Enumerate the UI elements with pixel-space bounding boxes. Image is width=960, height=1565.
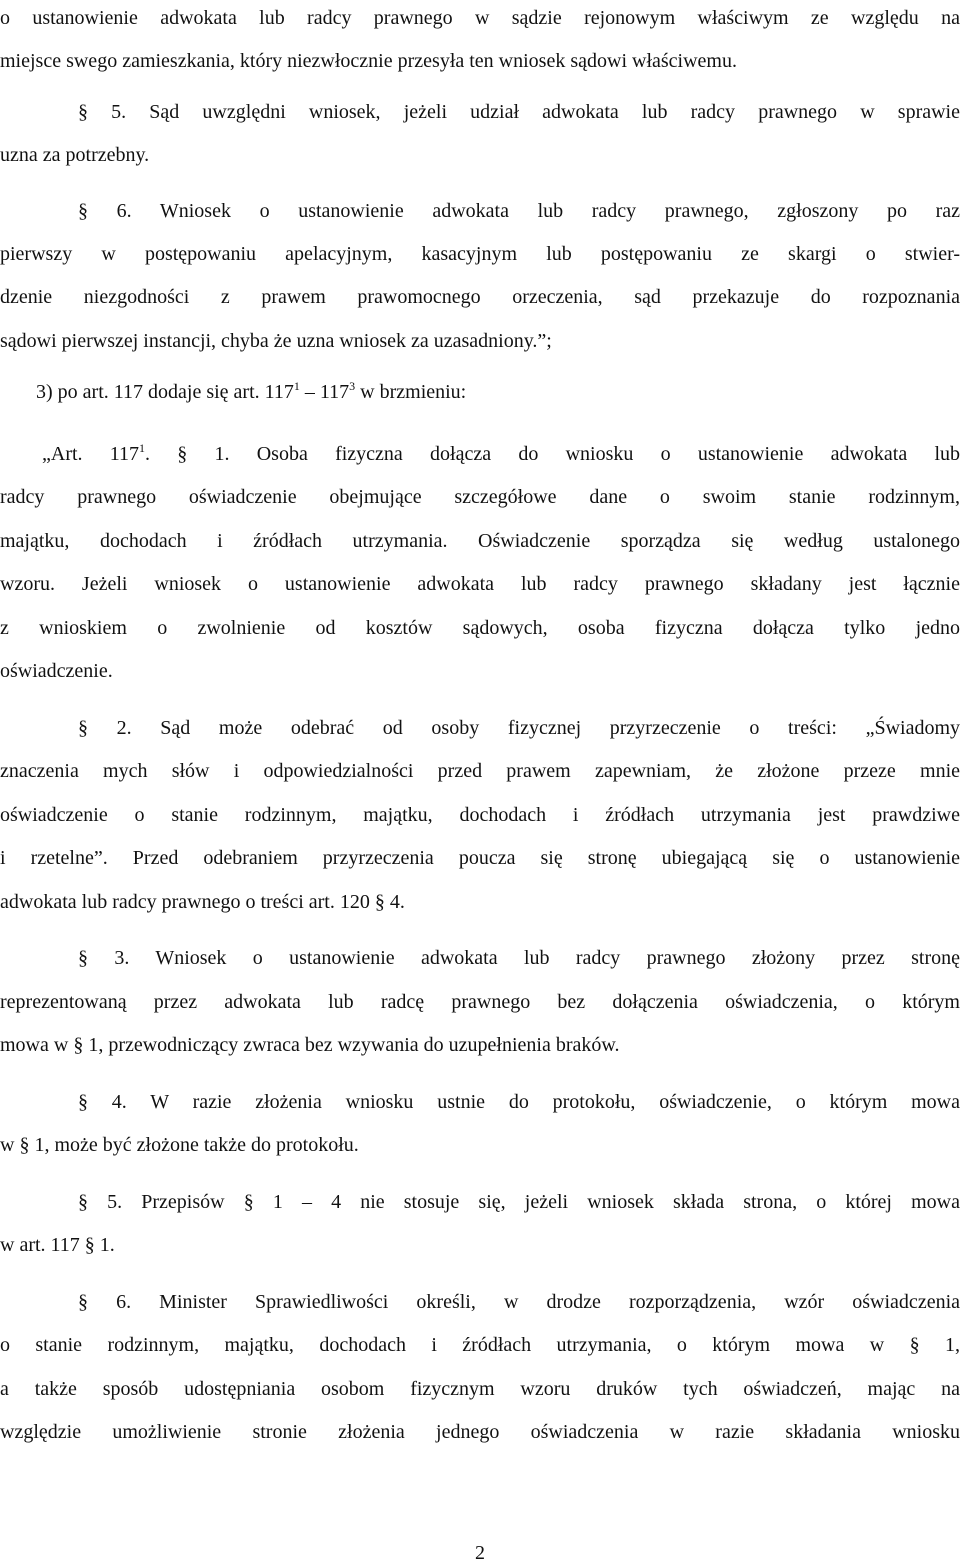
text-segment: sądowi pierwszej instancji, chyba że uzna wniosek za uzasadniony.”; xyxy=(0,330,552,352)
text-segment: względzie umożliwienie stronie złożenia jednego oświadczenia w razie składania wniosku xyxy=(0,1421,960,1443)
superscript: 1 xyxy=(293,379,300,393)
text-line xyxy=(0,1290,960,1314)
text-line xyxy=(0,1090,960,1114)
text-segment: oświadczenie. xyxy=(0,660,113,682)
text-line xyxy=(0,572,960,596)
superscript: 3 xyxy=(349,379,356,393)
text-segment: znaczenia mych słów i odpowiedzialności przed prawem zapewniam, że złożone przeze mnie xyxy=(0,760,960,782)
text-line xyxy=(0,1190,960,1214)
text-segment: mowa w § 1, przewodniczący zwraca bez wzywania do uzupełnienia braków. xyxy=(0,1034,620,1056)
text-segment: reprezentowaną przez adwokata lub radcę prawnego bez dołączenia oświadczenia, o którym xyxy=(0,991,960,1013)
text-segment: pierwszy w postępowaniu apelacyjnym, kasacyjnym lub postępowaniu ze skargi o stwier- xyxy=(0,243,960,265)
text-segment: w art. 117 § 1. xyxy=(0,1234,115,1256)
text-segment: z wnioskiem o zwolnienie od kosztów sądowych, osoba fizyczna dołącza tylko jedno xyxy=(0,617,960,639)
text-segment: i rzetelne”. Przed odebraniem przyrzeczenia poucza się stronę ubiegającą się o ustanowienie xyxy=(0,847,960,869)
text-segment: miejsce swego zamieszkania, który niezwłocznie przesyła ten wniosek sądowi właściwemu. xyxy=(0,50,737,72)
text-segment: § 6. Wniosek o ustanowienie adwokata lub radcy prawnego, zgłoszony po raz xyxy=(78,200,960,222)
text-line xyxy=(0,442,960,466)
text-line xyxy=(0,890,960,914)
text-segment: wzoru. Jeżeli wniosek o ustanowienie adwokata lub radcy prawnego składany jest łącznie xyxy=(0,573,960,595)
text-segment: § 5. Sąd uwzględni wniosek, jeżeli udział adwokata lub radcy prawnego w sprawie xyxy=(78,101,960,123)
text-segment: uzna za potrzebny. xyxy=(0,144,150,166)
text-line xyxy=(0,49,960,73)
text-segment: „Art. 117 xyxy=(42,443,140,465)
text-line xyxy=(0,529,960,553)
text-line xyxy=(0,285,960,309)
text-line xyxy=(0,1133,960,1157)
text-line xyxy=(0,329,960,353)
text-segment: oświadczenie o stanie rodzinnym, majątku, dochodach i źródłach utrzymania jest prawdziwe xyxy=(0,804,960,826)
text-line xyxy=(0,199,960,223)
text-line xyxy=(0,716,960,740)
text-line xyxy=(0,846,960,870)
text-line xyxy=(0,1033,960,1057)
text-line xyxy=(0,380,960,404)
superscript: 1 xyxy=(139,441,146,455)
text-line xyxy=(0,100,960,124)
text-line xyxy=(0,1333,960,1357)
text-line xyxy=(0,242,960,266)
text-segment: 3) po art. 117 dodaje się art. 117 xyxy=(36,381,294,403)
text-segment: w § 1, może być złożone także do protokołu. xyxy=(0,1134,359,1156)
text-segment: § 3. Wniosek o ustanowienie adwokata lub radcy prawnego złożony przez stronę xyxy=(78,947,960,969)
text-line xyxy=(0,1377,960,1401)
text-line xyxy=(0,1233,960,1257)
text-segment: – 117 xyxy=(299,381,350,403)
page-number: 2 xyxy=(475,1542,485,1564)
text-line xyxy=(0,990,960,1014)
text-line xyxy=(0,1420,960,1444)
text-segment: a także sposób udostępniania osobom fizycznym wzoru druków tych oświadczeń, mając na xyxy=(0,1378,960,1400)
text-line xyxy=(0,485,960,509)
text-segment: § 5. Przepisów § 1 – 4 nie stosuje się, jeżeli wniosek składa strona, o której mowa xyxy=(78,1191,960,1213)
text-segment: o stanie rodzinnym, majątku, dochodach i źródłach utrzymania, o którym mowa w § 1, xyxy=(0,1334,960,1356)
text-line xyxy=(0,6,960,30)
text-segment: o ustanowienie adwokata lub radcy prawnego w sądzie rejonowym właściwym ze względu na xyxy=(0,7,960,29)
text-segment: majątku, dochodach i źródłach utrzymania. Oświadczenie sporządza się według ustalonego xyxy=(0,530,960,552)
text-line xyxy=(0,616,960,640)
text-segment: § 2. Sąd może odebrać od osoby fizycznej przyrzeczenie o treści: „Świadomy xyxy=(78,717,960,739)
text-line xyxy=(0,946,960,970)
text-line xyxy=(0,803,960,827)
text-segment: § 6. Minister Sprawiedliwości określi, w drodze rozporządzenia, wzór oświadczenia xyxy=(78,1291,960,1313)
text-line xyxy=(0,143,960,167)
text-segment: dzenie niezgodności z prawem prawomocnego orzeczenia, sąd przekazuje do rozpoznania xyxy=(0,286,960,308)
text-segment: radcy prawnego oświadczenie obejmujące szczegółowe dane o swoim stanie rodzinnym, xyxy=(0,486,960,508)
text-line xyxy=(0,759,960,783)
text-segment: w brzmieniu: xyxy=(355,381,467,403)
text-line xyxy=(0,659,960,683)
text-segment: adwokata lub radcy prawnego o treści art. 120 § 4. xyxy=(0,891,405,913)
text-segment: . § 1. Osoba fizyczna dołącza do wniosku o ustanowienie adwokata lub xyxy=(145,443,960,465)
text-segment: § 4. W razie złożenia wniosku ustnie do protokołu, oświadczenie, o którym mowa xyxy=(78,1091,960,1113)
